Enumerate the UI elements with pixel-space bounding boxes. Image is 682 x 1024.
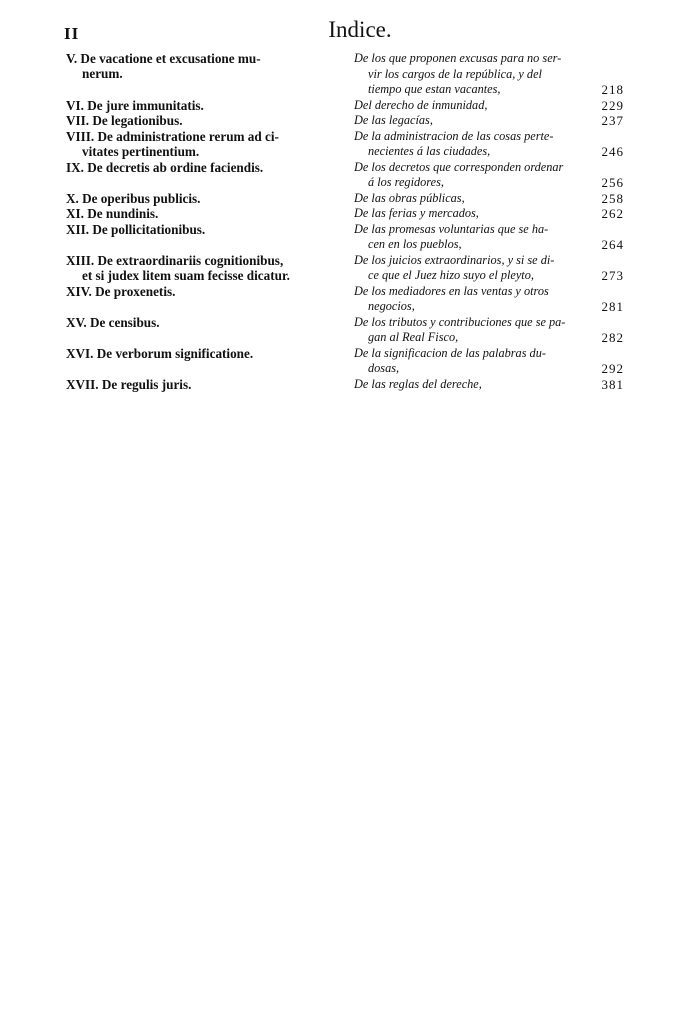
latin-title (66, 377, 334, 392)
latin-line: VII. De legationibus. (66, 113, 183, 128)
spanish-title (354, 160, 624, 191)
latin-line: XII. De pollicitationibus. (66, 221, 206, 237)
latin-title (66, 346, 334, 361)
spanish-last-line (354, 82, 624, 98)
spanish-title (354, 51, 624, 98)
latin-line: VI. De jure immunitatis. (66, 97, 204, 113)
spanish-last-line (354, 299, 624, 315)
latin-title (66, 129, 334, 159)
index-entry (66, 160, 626, 191)
spanish-last-line (354, 377, 624, 393)
spanish-line: De los que proponen excusas para no ser- (354, 51, 562, 65)
page-ref: 281 (601, 299, 624, 314)
index-entry (66, 346, 626, 377)
spanish-title (354, 222, 624, 253)
page-ref: 237 (601, 113, 624, 128)
spanish-last-line (354, 206, 624, 222)
latin-title (66, 222, 334, 237)
spanish-last-line (354, 98, 624, 114)
latin-line: V. De vacatione et excusatione mu- (66, 51, 261, 66)
spanish-line: necientes á las ciudades, (368, 144, 491, 158)
spanish-line: cen en los pueblos, (368, 237, 462, 251)
spanish-line: Del derecho de inmunidad, (354, 97, 488, 112)
spanish-line: dosas, (368, 361, 400, 375)
page-ref: 381 (601, 376, 624, 392)
spanish-title (354, 284, 624, 315)
spanish-last-line (354, 191, 624, 207)
spanish-last-line (354, 361, 624, 377)
spanish-last-line (354, 237, 624, 253)
latin-line: IX. De decretis ab ordine faciendis. (66, 159, 264, 175)
latin-line: et si judex litem suam fecisse dicatur. (82, 267, 290, 283)
spanish-line: gan al Real Fisco, (368, 330, 459, 344)
spanish-title (354, 113, 624, 129)
latin-title (66, 51, 334, 81)
latin-title (66, 253, 334, 283)
index-entry (66, 129, 626, 160)
spanish-title (354, 253, 624, 284)
spanish-line: De los juicios extraordinarios, y si se di- (354, 252, 555, 267)
index-entry (66, 98, 626, 114)
spanish-line: De la administracion de las cosas perte- (354, 128, 554, 143)
spanish-title (354, 191, 624, 207)
latin-title (66, 315, 334, 330)
spanish-line: De los tributos y contribuciones que se pa- (354, 314, 566, 329)
page-ref: 273 (601, 268, 624, 283)
latin-line: XIV. De proxenetis. (66, 283, 176, 299)
latin-line: nerum. (82, 66, 123, 81)
spanish-line: De las obras públicas, (354, 190, 465, 205)
latin-line: vitates pertinentium. (82, 143, 200, 159)
page-ref: 292 (601, 361, 624, 376)
spanish-line: vir los cargos de la república, y del (368, 66, 542, 81)
index-table (66, 51, 626, 392)
index-entry (66, 191, 626, 207)
latin-line: XIII. De extraordinariis cognitionibus, (66, 252, 284, 268)
latin-line: XV. De censibus. (66, 314, 160, 330)
spanish-line: ce que el Juez hizo suyo el pleyto, (368, 268, 534, 282)
page-number: II (64, 24, 80, 43)
page-title: Indice. (328, 17, 392, 42)
spanish-line: negocios, (368, 299, 415, 313)
page-ref: 218 (601, 82, 624, 97)
spanish-line: De los mediadores en las ventas y otros (354, 283, 549, 298)
index-entry (66, 284, 626, 315)
spanish-title (354, 129, 624, 160)
index-entry (66, 222, 626, 253)
latin-line: X. De operibus publicis. (66, 190, 201, 206)
page-ref: 229 (601, 97, 624, 113)
spanish-title (354, 98, 624, 114)
spanish-title (354, 315, 624, 346)
index-entry (66, 377, 626, 393)
spanish-line: De las legacías, (354, 113, 433, 127)
page-ref: 258 (601, 190, 624, 206)
spanish-line: á los regidores, (368, 175, 444, 189)
index-entry (66, 206, 626, 222)
spanish-line: De los decretos que corresponden ordenar (354, 159, 564, 174)
latin-title (66, 113, 334, 128)
page-ref: 282 (601, 330, 624, 345)
page-ref: 256 (601, 175, 624, 190)
index-entry (66, 315, 626, 346)
index-entry (66, 253, 626, 284)
latin-title (66, 160, 334, 175)
spanish-line: De la significacion de las palabras du- (354, 345, 546, 360)
spanish-last-line (354, 268, 624, 284)
index-entry (66, 113, 626, 129)
latin-line: XVI. De verborum significatione. (66, 345, 254, 361)
latin-title (66, 206, 334, 221)
latin-title (66, 191, 334, 206)
spanish-last-line (354, 144, 624, 160)
page-ref: 246 (601, 144, 624, 159)
page-ref: 264 (601, 237, 624, 252)
spanish-title (354, 346, 624, 377)
spanish-last-line (354, 175, 624, 191)
latin-title (66, 284, 334, 299)
spanish-line: tiempo que estan vacantes, (368, 82, 501, 96)
index-entry (66, 51, 626, 98)
spanish-title (354, 206, 624, 222)
page-ref: 262 (601, 206, 624, 221)
spanish-line: De las ferias y mercados, (354, 206, 479, 220)
spanish-title (354, 377, 624, 393)
latin-title (66, 98, 334, 113)
spanish-last-line (354, 330, 624, 346)
spanish-line: De las promesas voluntarias que se ha- (354, 221, 549, 236)
latin-line: VIII. De administratione rerum ad ci- (66, 128, 279, 144)
latin-line: XI. De nundinis. (66, 206, 159, 221)
spanish-last-line (354, 113, 624, 129)
spanish-line: De las reglas del dereche, (354, 376, 482, 391)
latin-line: XVII. De regulis juris. (66, 376, 192, 392)
